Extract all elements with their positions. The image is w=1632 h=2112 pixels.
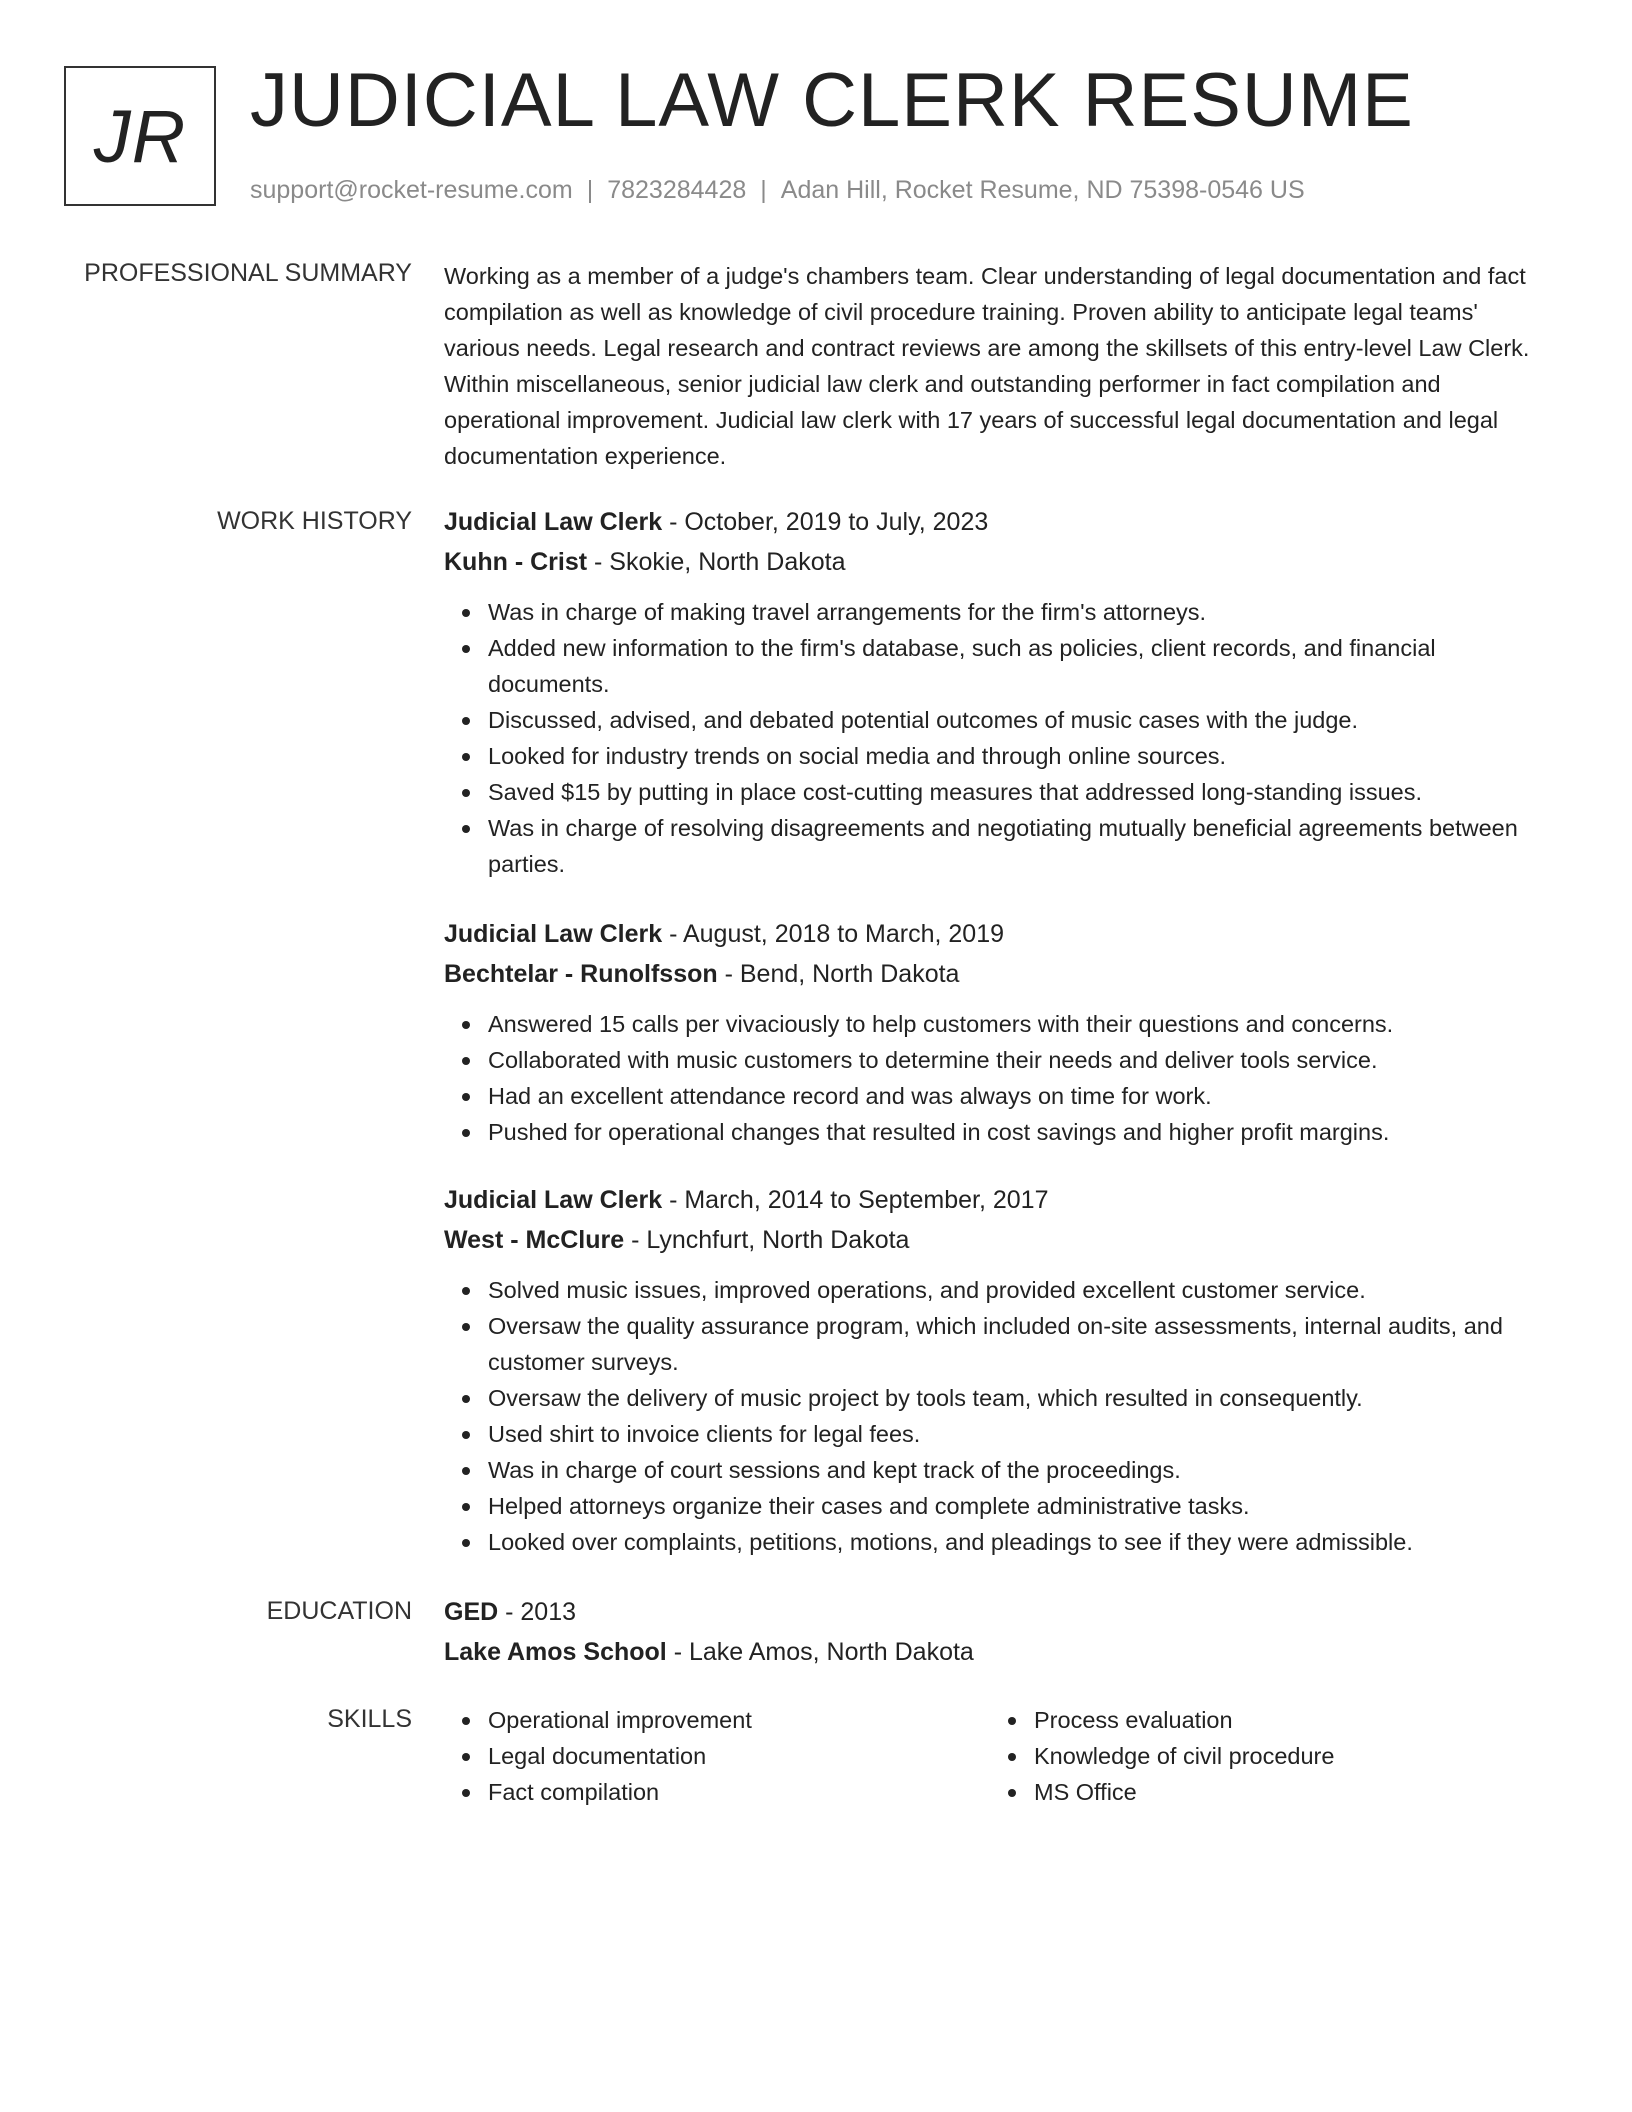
job-duty: Collaborated with music customers to determine their needs and deliver tools service. [488,1042,1560,1078]
job-duty: Pushed for operational changes that resulted in cost savings and higher profit margins. [488,1114,1560,1150]
job-entry [444,914,1560,1150]
contact-separator: | [760,176,767,204]
job-duty: Helped attorneys organize their cases and complete administrative tasks. [488,1488,1560,1524]
job-location: - Skokie, North Dakota [587,548,846,576]
job-duty: Was in charge of making travel arrangements for the firm's attorneys. [488,594,1560,630]
education-location: - Lake Amos, North Dakota [666,1638,974,1666]
job-dates: - August, 2018 to March, 2019 [662,920,1005,948]
job-duty: Was in charge of resolving disagreements and negotiating mutually beneficial agreements between parties. [488,810,1560,882]
monogram-badge [64,66,216,206]
job-duty: Was in charge of court sessions and kept track of the proceedings. [488,1452,1560,1488]
skill-item: Fact compilation [488,1774,990,1810]
job-duty: Answered 15 calls per vivaciously to help customers with their questions and concerns. [488,1006,1560,1042]
job-company: Kuhn - Crist [444,548,588,576]
skills-grid [444,1702,1560,1810]
job-title: Judicial Law Clerk [444,1186,663,1214]
job-duty: Had an excellent attendance record and was always on time for work. [488,1078,1560,1114]
job-dates: - October, 2019 to July, 2023 [662,508,989,536]
job-entry [444,502,1560,882]
skill-item: Process evaluation [1034,1702,1536,1738]
job-duty: Discussed, advised, and debated potential outcomes of music cases with the judge. [488,702,1560,738]
job-company: Bechtelar - Runolfsson [444,960,718,988]
job-duty: Oversaw the delivery of music project by tools team, which resulted in consequently. [488,1380,1560,1416]
education-degree: GED [444,1598,499,1626]
skill-item: Legal documentation [488,1738,990,1774]
job-dates: - March, 2014 to September, 2017 [662,1186,1049,1214]
education-school: Lake Amos School [444,1638,667,1666]
job-company-line [444,542,1560,582]
resume-title: JUDICIAL LAW CLERK RESUME [250,58,1414,143]
job-title-line [444,914,1560,954]
job-duty: Looked over complaints, petitions, motions, and pleadings to see if they were admissible. [488,1524,1560,1560]
education-degree-line [444,1592,1560,1632]
job-company: West - McClure [444,1226,625,1254]
job-title: Judicial Law Clerk [444,920,663,948]
section-label-skills: SKILLS [327,1705,412,1733]
contact-line [250,172,1305,208]
contact-address: Adan Hill, Rocket Resume, ND 75398-0546 US [780,176,1305,204]
job-location: - Lynchfurt, North Dakota [624,1226,910,1254]
job-location: - Bend, North Dakota [717,960,960,988]
job-duty: Saved $15 by putting in place cost-cutting measures that addressed long-standing issues. [488,774,1560,810]
job-duty: Used shirt to invoice clients for legal fees. [488,1416,1560,1452]
job-duty: Looked for industry trends on social media and through online sources. [488,738,1560,774]
job-company-line [444,954,1560,994]
section-label-work-history: WORK HISTORY [217,507,412,535]
job-duty: Added new information to the firm's database, such as policies, client records, and financial documents. [488,630,1560,702]
skill-item: Operational improvement [488,1702,990,1738]
job-company-line [444,1220,1560,1260]
section-label-summary: PROFESSIONAL SUMMARY [84,259,412,287]
skills-column-left [444,1702,990,1810]
skill-item: MS Office [1034,1774,1536,1810]
job-title-line [444,502,1560,542]
contact-email: support@rocket-resume.com [250,176,573,204]
job-title-line [444,1180,1560,1220]
skills-column-right [990,1702,1536,1810]
contact-phone: 7823284428 [607,176,747,204]
education-year: - 2013 [498,1598,577,1626]
summary-text: Working as a member of a judge's chambers team. Clear understanding of legal documentation and fact compilation as well as knowledge of civil procedure training. Proven ability to anticipate legal teams' various needs. Legal research and contract reviews are among the skillsets of this entry-level Law Clerk. Within miscellaneous, senior judicial law clerk and outstanding performer in fact compilation and operational improvement. Judicial law clerk with 17 years of successful legal documentation and legal documentation experience. [444,263,1530,469]
contact-separator: | [586,176,594,204]
job-title: Judicial Law Clerk [444,508,663,536]
job-duties-list [444,594,1560,882]
job-entry [444,1180,1560,1560]
job-duties-list [444,1006,1560,1150]
job-duty: Oversaw the quality assurance program, which included on-site assessments, internal audits, and customer surveys. [488,1308,1560,1380]
education-entry [444,1592,1560,1672]
skill-item: Knowledge of civil procedure [1034,1738,1536,1774]
skills-list [444,1702,1560,1810]
job-duties-list [444,1272,1560,1560]
monogram-initials: JR [93,94,187,178]
education-school-line [444,1632,1560,1672]
section-label-education: EDUCATION [266,1597,412,1625]
job-duty: Solved music issues, improved operations, and provided excellent customer service. [488,1272,1560,1308]
